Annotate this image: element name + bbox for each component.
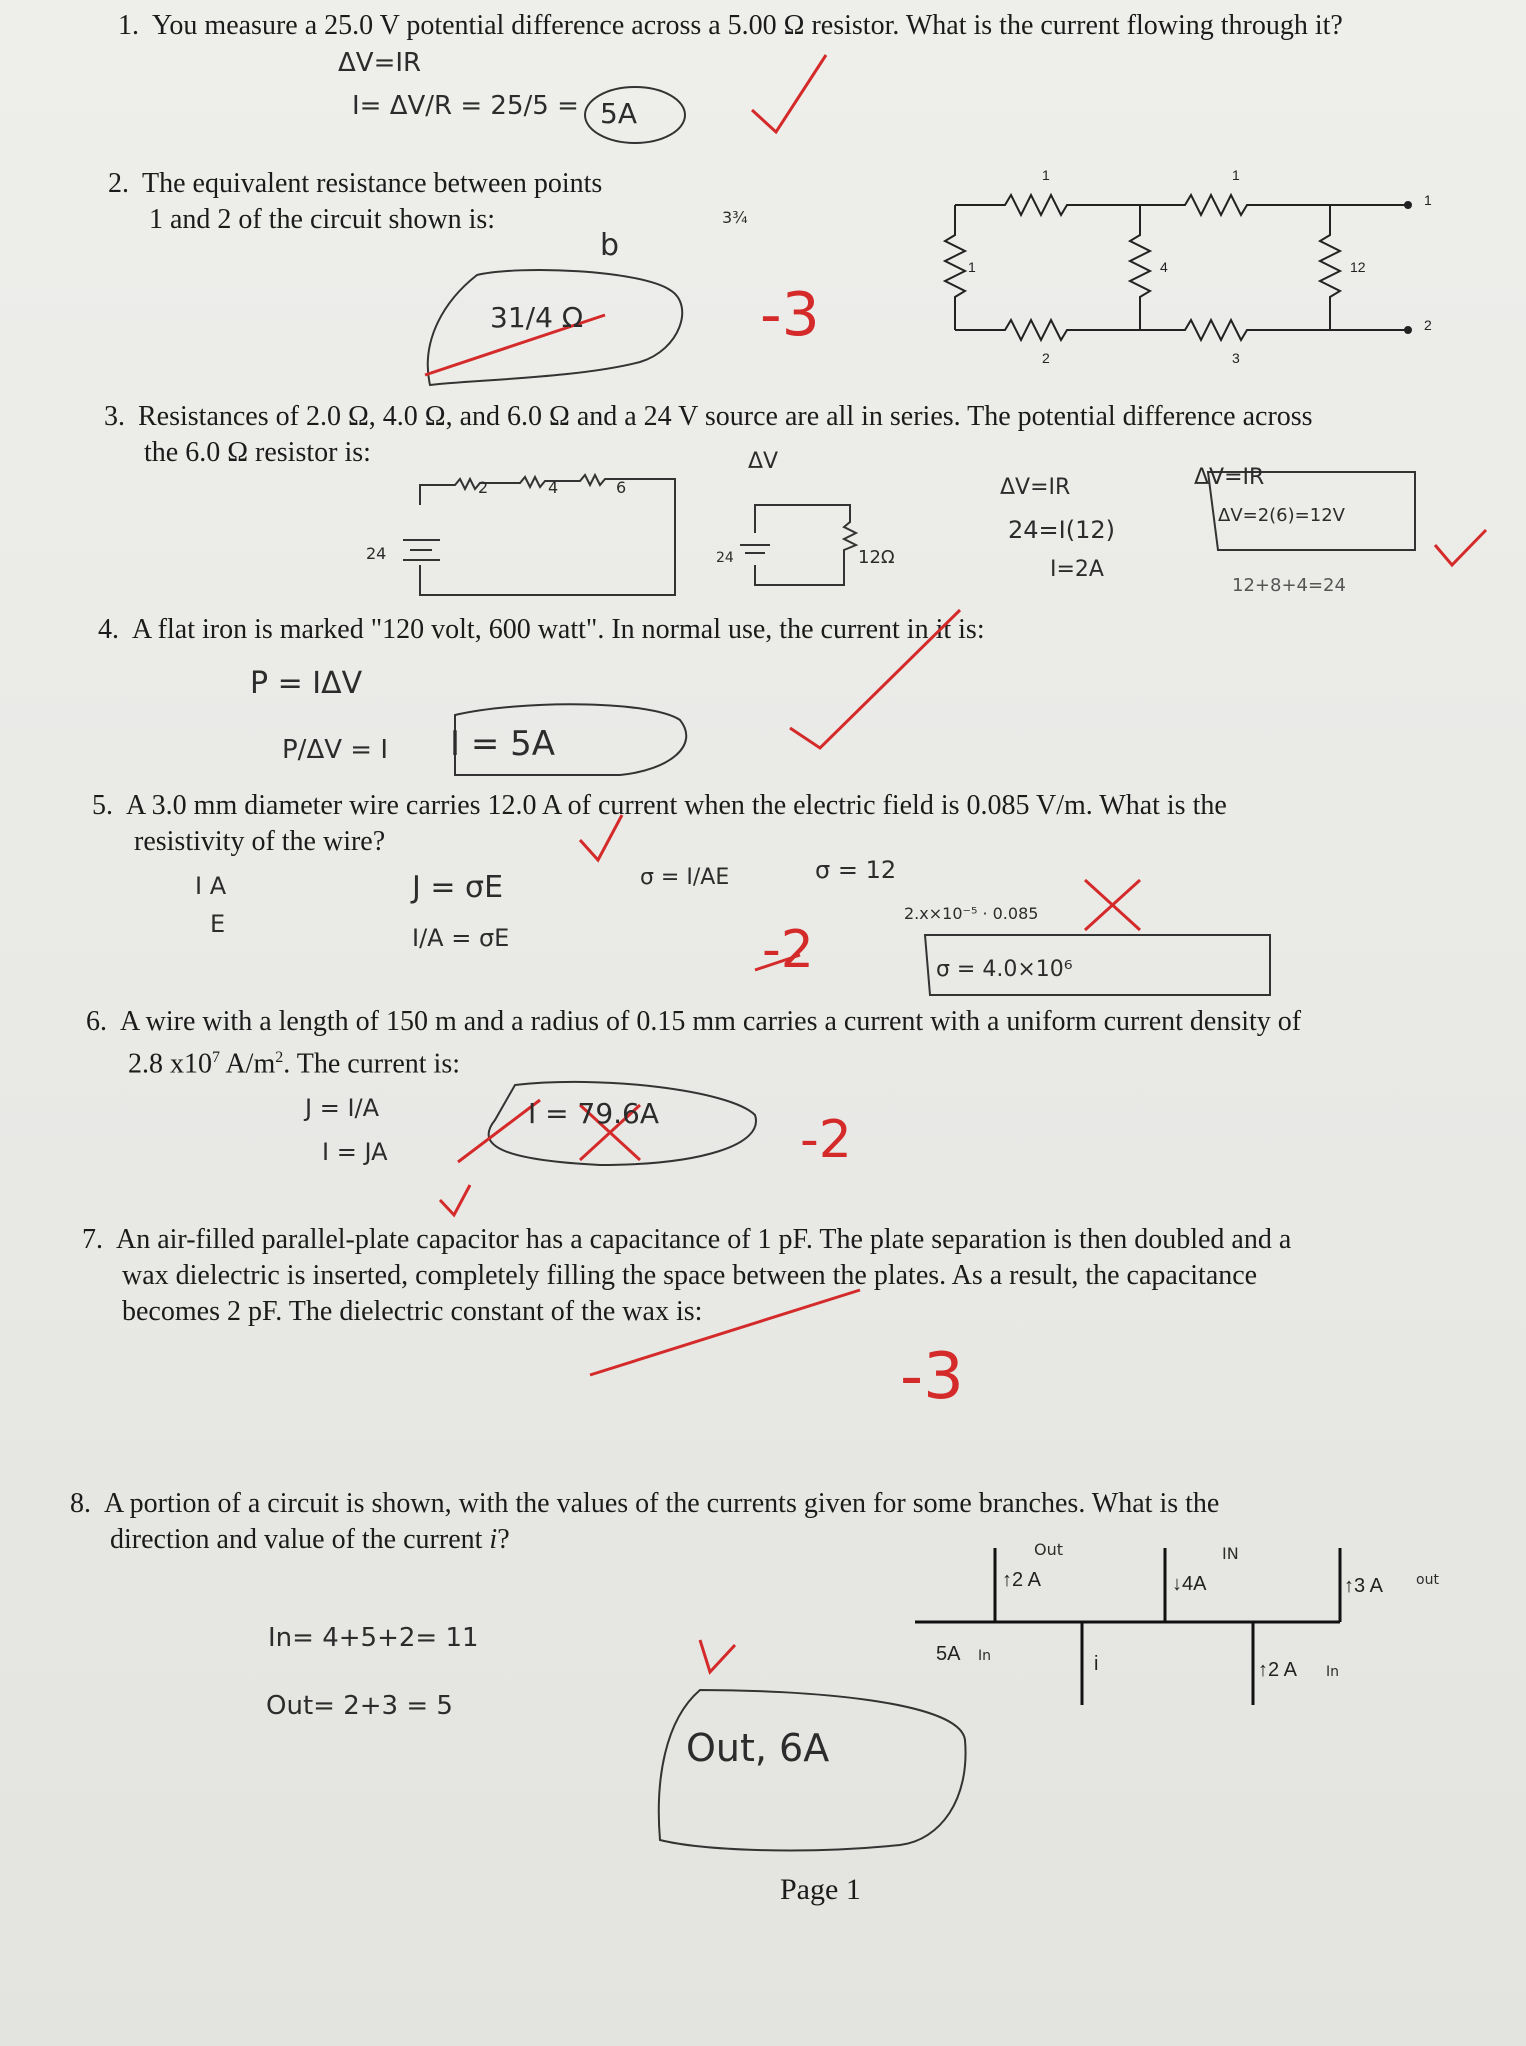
- q3-note-dv: ΔV: [748, 449, 779, 474]
- q8-label-i: i: [1094, 1653, 1099, 1675]
- q6-work-density: J = I/A: [305, 1094, 380, 1122]
- answer-circles: [428, 87, 1415, 1850]
- q6-work-current: I = JA: [322, 1138, 388, 1166]
- question-7: 7. An air-filled parallel-plate capacitor has a capacitance of 1 pF. The plate separation is then doubled and a wax dielectric is inserted, completely filling the space between the plates. As a result, the capacitance becomes 2 pF. The dielectric constant of the wax is:: [82, 1224, 1292, 1327]
- q8-note-in-3: In: [1326, 1664, 1340, 1680]
- q2-label-r1: 1: [1042, 167, 1050, 183]
- q2-label-mid: 4: [1160, 259, 1168, 275]
- q8-label-4a-down: ↓4A: [1172, 1573, 1207, 1595]
- q5-work-ohm: J = σE: [412, 870, 504, 905]
- q5-work-density: I/A = σE: [412, 924, 510, 952]
- question-2: 2. The equivalent resistance between points 1 and 2 of the circuit shown is:: [108, 168, 603, 235]
- question-4: 4. A flat iron is marked "120 volt, 600 watt". In normal use, the current in it is:: [98, 614, 985, 645]
- q2-label-node2: 2: [1424, 317, 1432, 333]
- q6-answer: I = 79.6A: [528, 1097, 660, 1130]
- q8-label-5a: 5A: [936, 1643, 961, 1665]
- q3-sketch-source: 24: [366, 544, 387, 563]
- q4-work-formula: P = IΔV: [250, 666, 363, 701]
- q2-label-node1: 1: [1424, 192, 1432, 208]
- q3-work-eq: 24=I(12): [1008, 516, 1115, 544]
- q2-note-fraction: 3¾: [722, 208, 748, 227]
- q8-label-3a-up: ↑3 A: [1344, 1575, 1383, 1597]
- q3-answer: ΔV=2(6)=12V: [1218, 505, 1345, 526]
- q5-answer: σ = 4.0×10⁶: [936, 957, 1073, 982]
- q3-sketch-r4: 4: [548, 478, 559, 497]
- q2-deduction: -3: [760, 280, 820, 350]
- question-3: 3. Resistances of 2.0 Ω, 4.0 Ω, and 6.0 Ω and a 24 V source are all in series. The potential difference across the 6.0 Ω resistor is:: [104, 401, 1313, 468]
- q2-label-r2: 1: [1232, 167, 1240, 183]
- q2-circuit: [945, 195, 1411, 340]
- q7-deduction: -3: [900, 1340, 964, 1414]
- q3-work-formula: ΔV=IR: [1000, 475, 1071, 500]
- q3-sketch-circuits: [403, 475, 856, 595]
- q8-note-in: IN: [1222, 1544, 1239, 1563]
- q8-answer: Out, 6A: [686, 1726, 830, 1770]
- q8-note-out: Out: [1034, 1540, 1064, 1559]
- q8-note-in-2: In: [978, 1648, 992, 1664]
- q2-label-left: 1: [968, 259, 976, 275]
- q2-label-bottom-left: 2: [1042, 350, 1050, 366]
- page-number: Page 1: [780, 1873, 861, 1906]
- q2-answer: 31/4 Ω: [490, 301, 584, 334]
- q2-label-bottom-right: 3: [1232, 350, 1240, 366]
- q2-note-sketch: b: [600, 228, 620, 263]
- q5-note-ia: I A: [195, 872, 227, 900]
- q6-deduction: -2: [800, 1110, 852, 1170]
- q5-deduction: -2: [762, 920, 814, 980]
- q5-work-sigma-num: σ = 12: [815, 856, 897, 884]
- q3-work-current: I=2A: [1050, 557, 1104, 582]
- q1-work-formula: ΔV=IR: [338, 48, 422, 78]
- q1-work-calc: I= ΔV/R = 25/5 =: [352, 91, 579, 121]
- q5-note-e: E: [210, 910, 226, 938]
- q8-work-in: In= 4+5+2= 11: [268, 1623, 479, 1653]
- q8-work-out: Out= 2+3 = 5: [266, 1691, 453, 1721]
- q3-sketch-source-2: 24: [716, 550, 734, 566]
- q3-sketch-r2: 2: [478, 478, 489, 497]
- q8-label-2a-up: ↑2 A: [1002, 1569, 1041, 1591]
- q3-sketch-equiv: 12Ω: [858, 547, 895, 568]
- q2-label-right: 12: [1350, 259, 1366, 275]
- q5-work-sigma-den: 2.x×10⁻⁵ · 0.085: [904, 904, 1039, 923]
- question-1: 1. You measure a 25.0 V potential difference across a 5.00 Ω resistor. What is the current flowing through it?: [118, 10, 1343, 41]
- question-6: 6. A wire with a length of 150 m and a radius of 0.15 mm carries a current with a uniform current density of 2.8 $x10^7$ $A/m^2$. The current is:: [86, 1006, 1302, 1080]
- q8-note-out-2: out: [1416, 1572, 1439, 1588]
- question-5: 5. A 3.0 mm diameter wire carries 12.0 A of current when the electric field is 0.085 V/m. What is the resistivity of the wire?: [92, 790, 1227, 857]
- q3-work-sum: 12+8+4=24: [1232, 575, 1346, 596]
- q5-work-sigma: σ = I/AE: [640, 865, 730, 890]
- q4-work-rearrange: P/ΔV = I: [282, 735, 388, 765]
- q1-answer: 5A: [600, 97, 637, 130]
- q4-answer: I = 5A: [450, 724, 556, 764]
- q3-sketch-r6: 6: [616, 478, 627, 497]
- question-8: 8. A portion of a circuit is shown, with the values of the currents given for some branches. What is the direction and value of the current i?: [70, 1488, 1220, 1555]
- q3-work-formula-2: ΔV=IR: [1194, 465, 1265, 490]
- q8-label-2a-lower: ↑2 A: [1258, 1659, 1297, 1681]
- q8-circuit: [915, 1548, 1340, 1705]
